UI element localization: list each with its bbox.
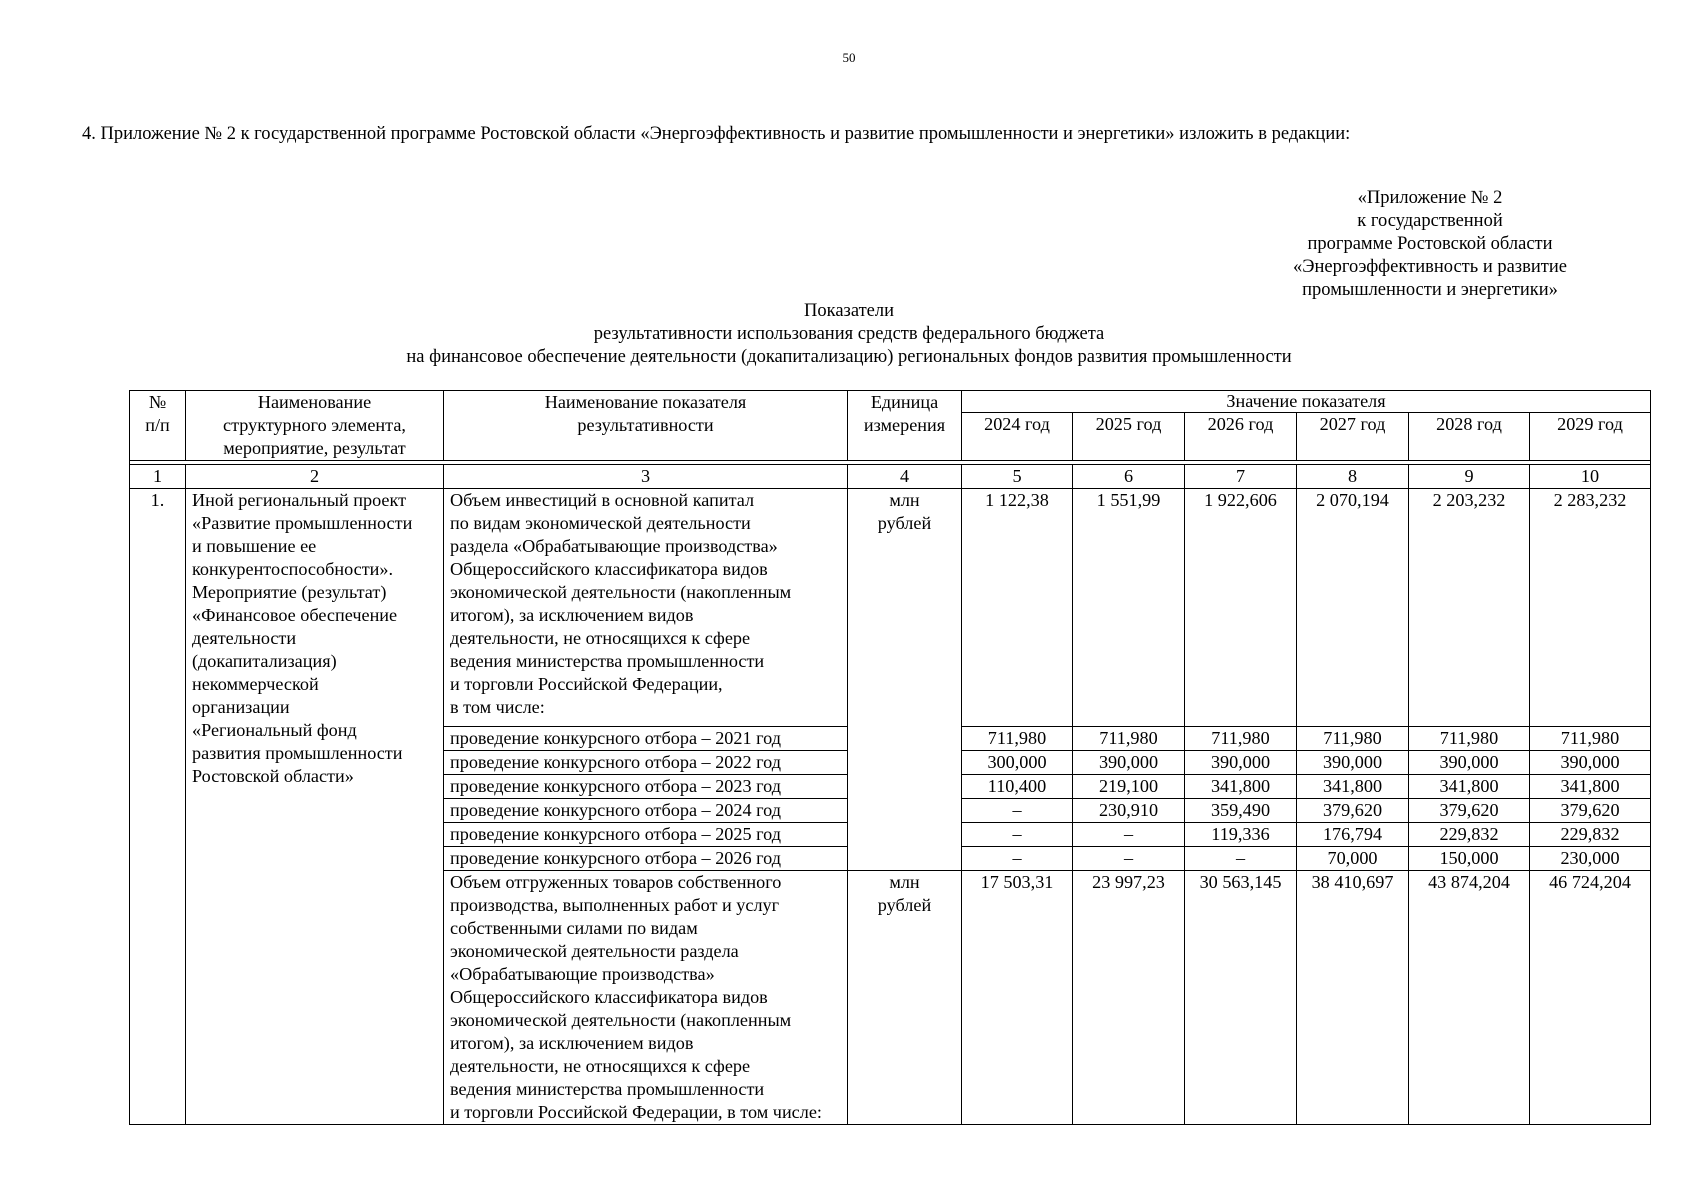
header-text: структурного элемента, <box>223 415 406 435</box>
header-element <box>186 391 444 461</box>
annex-line: «Приложение № 2 <box>1357 188 1503 208</box>
header-text: мероприятие, результат <box>223 438 406 458</box>
header-text: результативности <box>577 415 714 435</box>
indicator-line: производства, выполненных работ и услуг <box>450 895 780 915</box>
element-line: «Региональный фонд <box>192 720 357 740</box>
column-number: 7 <box>1185 465 1297 489</box>
subrow-label: проведение конкурсного отбора – 2026 год <box>444 847 848 871</box>
value-cell: 341,800 <box>1297 775 1409 799</box>
value-cell: 711,980 <box>1530 727 1651 751</box>
element-line: и повышение ее <box>192 536 317 556</box>
value-cell: 70,000 <box>1297 847 1409 871</box>
header-year: 2024 год <box>962 412 1073 460</box>
header-text: № <box>148 392 167 412</box>
element-line: Ростовской области» <box>192 766 354 786</box>
value-cell: 229,832 <box>1530 823 1651 847</box>
value-cell: 2 203,232 <box>1409 489 1530 727</box>
header-year: 2027 год <box>1297 412 1409 460</box>
element-line: Иной региональный проект <box>192 490 407 510</box>
header-num <box>130 391 186 461</box>
indicator-line: экономической деятельности (накопленным <box>450 1010 792 1030</box>
document-title <box>0 300 1698 369</box>
indicator-name <box>444 489 848 727</box>
value-cell: 30 563,145 <box>1185 871 1297 1125</box>
header-text: Единица <box>870 392 939 412</box>
subrow-label: проведение конкурсного отбора – 2022 год <box>444 751 848 775</box>
value-cell: 176,794 <box>1297 823 1409 847</box>
indicator-line: и торговли Российской Федерации, в том числе: <box>450 1102 822 1122</box>
element-line: развития промышленности <box>192 743 403 763</box>
value-cell: 38 410,697 <box>1297 871 1409 1125</box>
column-number: 9 <box>1409 465 1530 489</box>
indicator-line: «Обрабатывающие производства» <box>450 964 715 984</box>
header-text: Наименование <box>257 392 372 412</box>
header-text: Наименование показателя <box>544 392 747 412</box>
unit-text: млн <box>889 872 920 892</box>
value-cell: – <box>962 823 1073 847</box>
element-line: Мероприятие (результат) <box>192 582 387 602</box>
value-cell: 300,000 <box>962 751 1073 775</box>
column-number: 4 <box>848 465 962 489</box>
indicator-line: раздела «Обрабатывающие производства» <box>450 536 778 556</box>
page-number: 50 <box>842 50 856 65</box>
header-row <box>130 391 1651 413</box>
indicator-line: итогом), за исключением видов <box>450 1033 694 1053</box>
table-row <box>130 489 1651 727</box>
title-line: Показатели <box>804 301 894 321</box>
unit-cell <box>848 871 962 1125</box>
indicator-line: экономической деятельности (накопленным <box>450 582 792 602</box>
unit-cell <box>848 489 962 871</box>
value-cell: 711,980 <box>962 727 1073 751</box>
intro-paragraph: 4. Приложение № 2 к государственной программе Ростовской области «Энергоэффективность и развитие промышленности и энергетики» изложить в редакции: <box>82 124 1351 144</box>
value-cell: 150,000 <box>1409 847 1530 871</box>
subrow-label: проведение конкурсного отбора – 2023 год <box>444 775 848 799</box>
value-cell: 110,400 <box>962 775 1073 799</box>
value-cell: 230,910 <box>1073 799 1185 823</box>
value-cell: 230,000 <box>1530 847 1651 871</box>
header-unit <box>848 391 962 461</box>
value-cell: 119,336 <box>1185 823 1297 847</box>
value-cell: 43 874,204 <box>1409 871 1530 1125</box>
value-cell: 390,000 <box>1530 751 1651 775</box>
value-cell: 711,980 <box>1185 727 1297 751</box>
value-cell: 379,620 <box>1297 799 1409 823</box>
subrow-label: проведение конкурсного отбора – 2021 год <box>444 727 848 751</box>
column-number: 5 <box>962 465 1073 489</box>
value-cell: – <box>1073 823 1185 847</box>
element-line: конкурентоспособности». <box>192 559 394 579</box>
element-line: (докапитализация) <box>192 651 337 671</box>
value-cell: 379,620 <box>1530 799 1651 823</box>
indicator-line: в том числе: <box>450 697 545 717</box>
subrow-label: проведение конкурсного отбора – 2024 год <box>444 799 848 823</box>
title-line: результативности использования средств федерального бюджета <box>593 324 1105 344</box>
value-cell: 229,832 <box>1409 823 1530 847</box>
value-cell: – <box>1073 847 1185 871</box>
annex-line: к государственной <box>1357 211 1503 231</box>
value-cell: 390,000 <box>1409 751 1530 775</box>
value-cell: 379,620 <box>1409 799 1530 823</box>
element-line: деятельности <box>192 628 297 648</box>
value-cell: 1 922,606 <box>1185 489 1297 727</box>
value-cell: 359,490 <box>1185 799 1297 823</box>
indicator-line: по видам экономической деятельности <box>450 513 751 533</box>
column-number: 3 <box>444 465 848 489</box>
value-cell: 2 070,194 <box>1297 489 1409 727</box>
header-year: 2029 год <box>1530 412 1651 460</box>
column-number: 2 <box>186 465 444 489</box>
indicator-line: Объем отгруженных товаров собственного <box>450 872 782 892</box>
subrow-label: проведение конкурсного отбора – 2025 год <box>444 823 848 847</box>
column-numbers-row <box>130 465 1651 489</box>
value-cell: 2 283,232 <box>1530 489 1651 727</box>
indicator-line: ведения министерства промышленности <box>450 651 765 671</box>
indicator-line: Объем инвестиций в основной капитал <box>450 490 755 510</box>
value-cell: 390,000 <box>1073 751 1185 775</box>
indicator-line: ведения министерства промышленности <box>450 1079 765 1099</box>
value-cell: 23 997,23 <box>1073 871 1185 1125</box>
value-cell: – <box>1185 847 1297 871</box>
structural-element <box>186 489 444 1125</box>
value-cell: 711,980 <box>1073 727 1185 751</box>
annex-line: программе Ростовской области <box>1307 234 1553 254</box>
header-indicator <box>444 391 848 461</box>
indicators-table <box>129 390 1651 1125</box>
element-line: некоммерческой <box>192 674 319 694</box>
unit-text: рублей <box>877 513 932 533</box>
annex-header <box>1230 187 1630 302</box>
column-number: 6 <box>1073 465 1185 489</box>
unit-text: млн <box>889 490 920 510</box>
value-cell: 17 503,31 <box>962 871 1073 1125</box>
indicator-line: экономической деятельности раздела <box>450 941 739 961</box>
value-cell: 219,100 <box>1073 775 1185 799</box>
header-text: п/п <box>145 415 170 435</box>
header-text: измерения <box>863 415 946 435</box>
value-cell: 390,000 <box>1185 751 1297 775</box>
element-line: организации <box>192 697 290 717</box>
header-year: 2028 год <box>1409 412 1530 460</box>
header-value-group: Значение показателя <box>962 391 1651 413</box>
value-cell: 711,980 <box>1297 727 1409 751</box>
indicator-line: и торговли Российской Федерации, <box>450 674 723 694</box>
value-cell: 341,800 <box>1530 775 1651 799</box>
indicator-line: собственными силами по видам <box>450 918 698 938</box>
value-cell: 46 724,204 <box>1530 871 1651 1125</box>
value-cell: 341,800 <box>1409 775 1530 799</box>
column-number: 8 <box>1297 465 1409 489</box>
value-cell: 1 551,99 <box>1073 489 1185 727</box>
indicator-line: итогом), за исключением видов <box>450 605 694 625</box>
title-line: на финансовое обеспечение деятельности (докапитализацию) региональных фондов развития промышленности <box>406 347 1292 367</box>
value-cell: – <box>962 799 1073 823</box>
value-cell: 711,980 <box>1409 727 1530 751</box>
value-cell: 1 122,38 <box>962 489 1073 727</box>
unit-text: рублей <box>877 895 932 915</box>
row-number: 1. <box>130 489 186 1125</box>
annex-line: промышленности и энергетики» <box>1302 280 1558 300</box>
value-cell: – <box>962 847 1073 871</box>
value-cell: 390,000 <box>1297 751 1409 775</box>
annex-line: «Энергоэффективность и развитие <box>1293 257 1567 277</box>
value-cell: 341,800 <box>1185 775 1297 799</box>
indicator-line: деятельности, не относящихся к сфере <box>450 1056 751 1076</box>
indicator-name <box>444 871 848 1125</box>
header-year: 2026 год <box>1185 412 1297 460</box>
element-line: «Финансовое обеспечение <box>192 605 398 625</box>
column-number: 10 <box>1530 465 1651 489</box>
element-line: «Развитие промышленности <box>192 513 413 533</box>
indicator-line: Общероссийского классификатора видов <box>450 559 768 579</box>
indicator-line: деятельности, не относящихся к сфере <box>450 628 751 648</box>
indicator-line: Общероссийского классификатора видов <box>450 987 768 1007</box>
column-number: 1 <box>130 465 186 489</box>
header-year: 2025 год <box>1073 412 1185 460</box>
